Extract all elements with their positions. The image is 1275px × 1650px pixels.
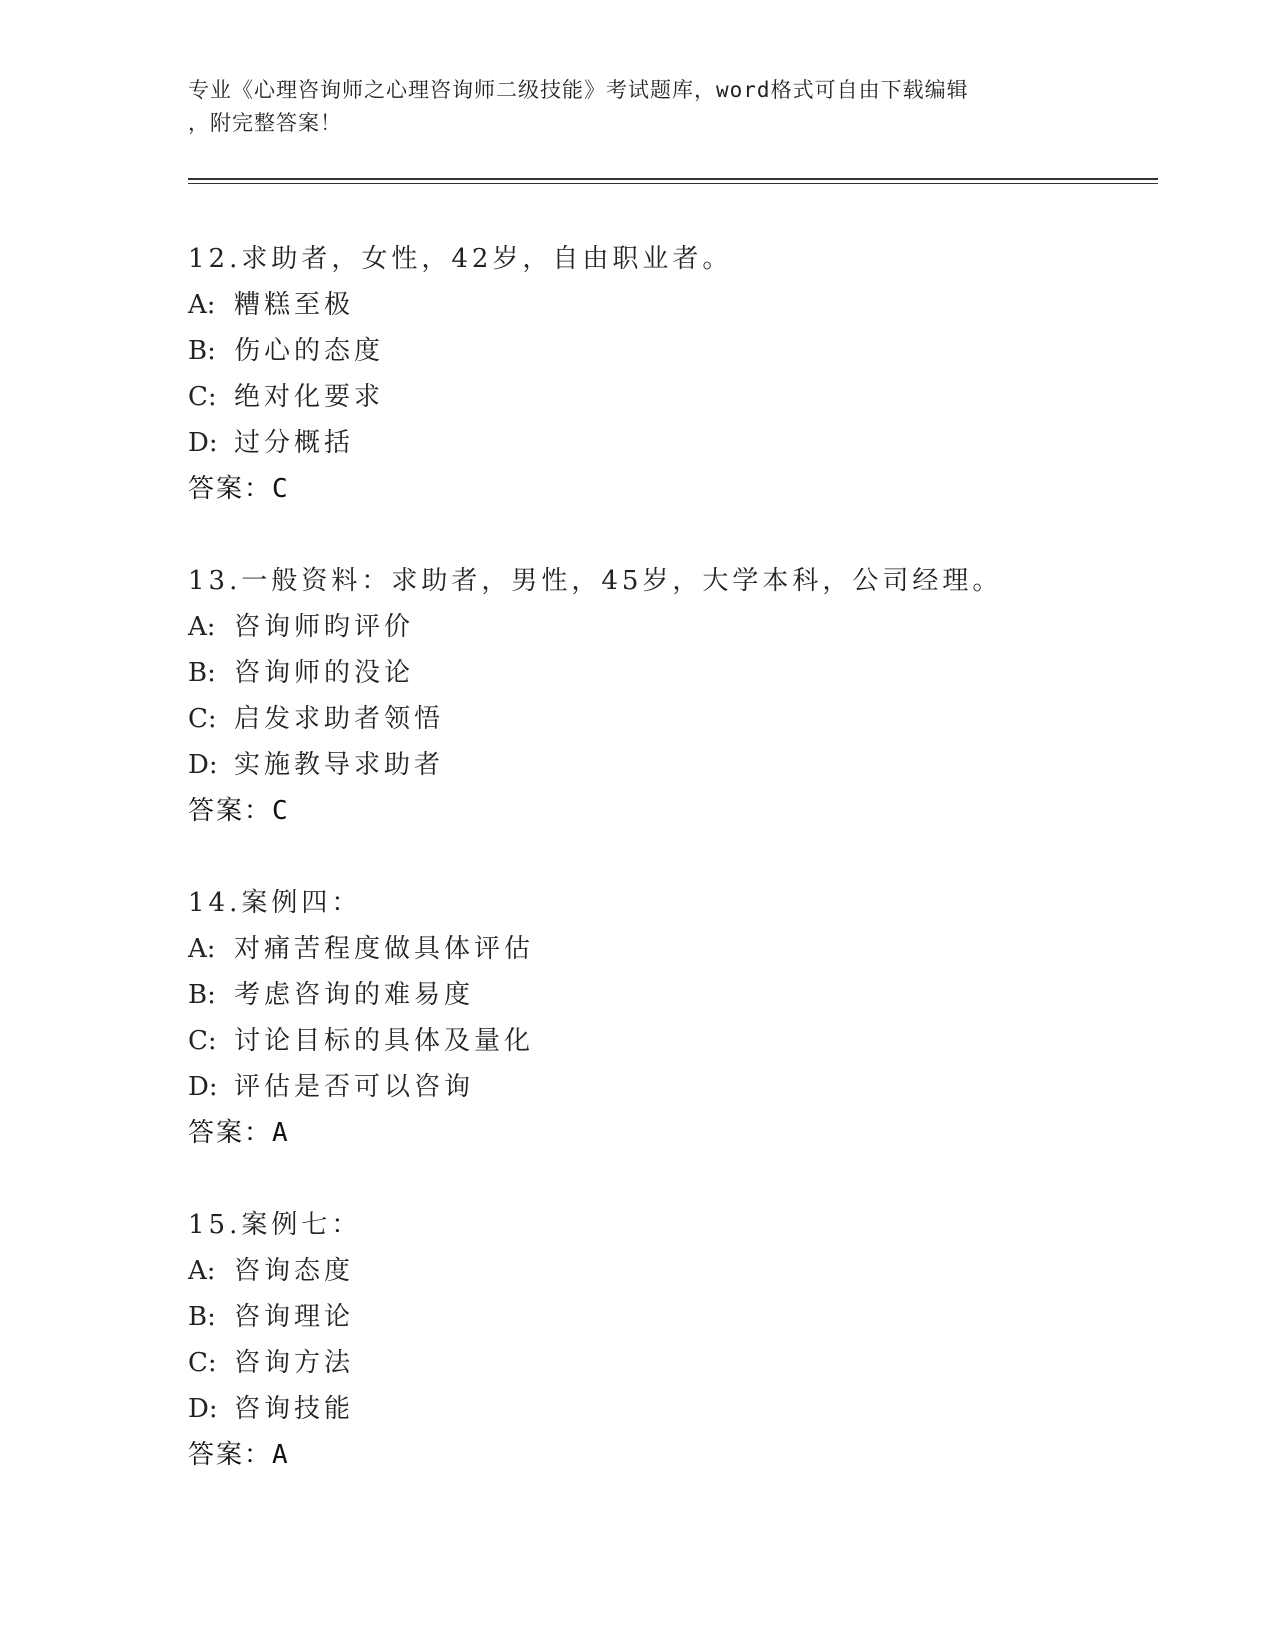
option-key: A: — [188, 290, 216, 320]
option-text: 讨论目标的具体及量化 — [234, 1026, 535, 1056]
option-text: 绝对化要求 — [234, 382, 385, 412]
header-divider-thin — [188, 183, 1158, 184]
question-stem: 14.案例四： — [188, 888, 362, 918]
option-d — [188, 742, 1088, 788]
answer-label: 答案： — [188, 474, 273, 504]
option-a — [188, 926, 1088, 972]
answer-value: A — [272, 1118, 290, 1148]
question-13 — [188, 558, 1088, 834]
option-key: A: — [188, 1256, 216, 1286]
option-key: D: — [188, 1394, 218, 1424]
option-c — [188, 696, 1088, 742]
option-key: A: — [188, 934, 216, 964]
answer-label: 答案： — [188, 796, 273, 826]
answer-label: 答案： — [188, 1118, 273, 1148]
option-a — [188, 282, 1088, 328]
option-text: 过分概括 — [234, 428, 355, 458]
answer — [188, 466, 1088, 512]
option-text: 实施教导求助者 — [234, 750, 445, 780]
option-a — [188, 604, 1088, 650]
header-divider-thick — [188, 178, 1158, 180]
option-key: B: — [188, 980, 216, 1010]
option-b — [188, 972, 1088, 1018]
option-text: 糟糕至极 — [234, 290, 355, 320]
question-14 — [188, 880, 1088, 1156]
answer — [188, 1432, 1088, 1478]
option-key: C: — [188, 1026, 217, 1056]
answer — [188, 788, 1088, 834]
option-key: D: — [188, 750, 218, 780]
option-b — [188, 650, 1088, 696]
header-line-2: ，附完整答案！ — [188, 111, 342, 135]
option-d — [188, 1386, 1088, 1432]
option-text: 咨询师的没论 — [234, 658, 415, 688]
option-text: 对痛苦程度做具体评估 — [234, 934, 535, 964]
option-text: 咨询理论 — [234, 1302, 355, 1332]
option-text: 评估是否可以咨询 — [234, 1072, 475, 1102]
option-key: B: — [188, 658, 216, 688]
question-15 — [188, 1202, 1088, 1478]
option-text: 伤心的态度 — [234, 336, 385, 366]
answer-label: 答案： — [188, 1440, 273, 1470]
header-line-1: 专业《心理咨询师之心理咨询师二级技能》考试题库，word格式可自由下载编辑 — [188, 78, 969, 102]
option-text: 考虑咨询的难易度 — [234, 980, 475, 1010]
option-b — [188, 1294, 1088, 1340]
answer — [188, 1110, 1088, 1156]
question-list — [188, 236, 1088, 1524]
answer-value: A — [272, 1440, 290, 1470]
document-header — [188, 74, 1088, 140]
option-key: D: — [188, 1072, 218, 1102]
option-key: C: — [188, 704, 217, 734]
option-c — [188, 1018, 1088, 1064]
option-key: C: — [188, 382, 217, 412]
option-c — [188, 374, 1088, 420]
question-stem: 12.求助者，女性，42岁，自由职业者。 — [188, 244, 733, 274]
option-key: C: — [188, 1348, 217, 1378]
answer-value: C — [272, 796, 290, 826]
option-text: 咨询师昀评价 — [234, 612, 415, 642]
option-d — [188, 420, 1088, 466]
option-key: B: — [188, 336, 216, 366]
option-text: 启发求助者领悟 — [234, 704, 445, 734]
answer-value: C — [272, 474, 290, 504]
option-b — [188, 328, 1088, 374]
option-key: D: — [188, 428, 218, 458]
option-c — [188, 1340, 1088, 1386]
option-key: A: — [188, 612, 216, 642]
option-key: B: — [188, 1302, 216, 1332]
question-stem: 13.一般资料：求助者，男性，45岁，大学本科，公司经理。 — [188, 566, 1003, 596]
question-stem: 15.案例七： — [188, 1210, 362, 1240]
option-text: 咨询方法 — [234, 1348, 355, 1378]
question-12 — [188, 236, 1088, 512]
option-a — [188, 1248, 1088, 1294]
option-d — [188, 1064, 1088, 1110]
option-text: 咨询技能 — [234, 1394, 355, 1424]
option-text: 咨询态度 — [234, 1256, 355, 1286]
